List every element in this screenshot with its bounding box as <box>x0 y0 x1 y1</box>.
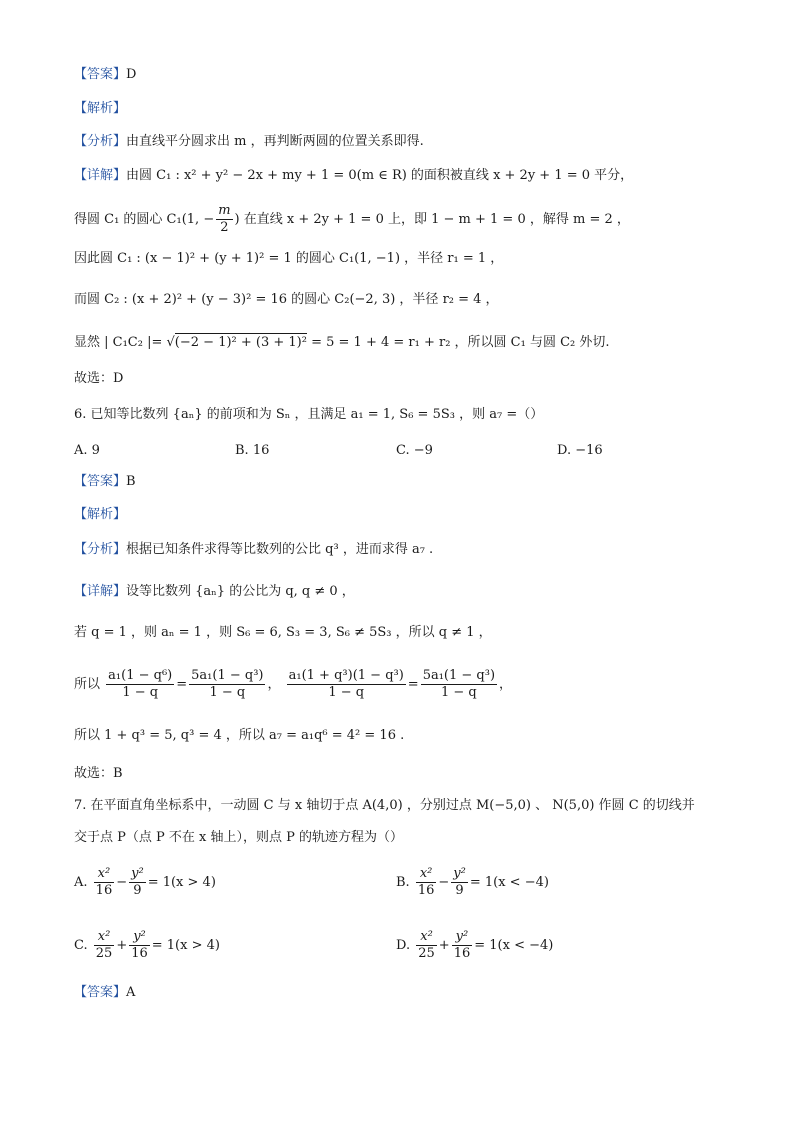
fenxi-tag: 【分析】 <box>74 542 127 557</box>
fraction-denominator: 16 <box>95 883 113 898</box>
detail-text: 显然 | C₁C₂ |= √ <box>74 335 175 350</box>
fraction-numerator: a₁(1 + q³)(1 − q³) <box>288 668 404 683</box>
q6-answer-line <box>74 473 136 491</box>
fraction <box>216 203 232 236</box>
option-condition: = 1(x > 4) <box>151 938 220 953</box>
detail-text: 设等比数列 {aₙ} 的公比为 q, q ≠ 0 ， <box>126 584 355 599</box>
fraction-numerator: y² <box>453 866 466 881</box>
answer-tag: 【答案】 <box>74 67 127 82</box>
fraction <box>452 929 473 962</box>
answer-tag: 【答案】 <box>74 474 127 489</box>
fraction <box>94 929 115 962</box>
fenxi-text: 由直线平分圆求出 m ，再判断两圆的位置关系即得. <box>126 134 424 149</box>
fraction-denominator: 16 <box>453 946 471 961</box>
q6-option-d: D. −16 <box>557 443 603 458</box>
q6-analysis-tag <box>74 506 126 524</box>
fraction <box>416 929 437 962</box>
fraction-numerator: m <box>218 203 231 218</box>
option-label: B. <box>396 875 410 890</box>
option-label: A. <box>74 875 88 890</box>
fraction-numerator: a₁(1 − q⁶) <box>108 668 173 683</box>
detail-text: ) 在直线 x + 2y + 1 = 0 上，即 1 − m + 1 = 0 ，解得 m = 2 ， <box>234 212 630 227</box>
fraction-denominator: 9 <box>455 883 464 898</box>
q7-stem-line-1: 7. 在平面直角坐标系中，一动圆 C 与 x 轴切于点 A(4,0) ，分别过点 M(−5,0) 、 N(5,0) 作圆 C 的切线并 <box>74 798 695 813</box>
q6-conclusion: 故选：B <box>74 766 123 781</box>
option-condition: = 1(x < −4) <box>474 938 554 953</box>
answer-tag: 【答案】 <box>74 985 127 1000</box>
fraction <box>189 668 265 701</box>
q6-option-b: B. 16 <box>235 443 270 458</box>
q6-fenxi-line <box>74 541 433 559</box>
fraction <box>416 866 437 899</box>
fraction-numerator: x² <box>416 929 437 946</box>
q5-detail-line-1 <box>74 167 633 185</box>
fraction-denominator: 1 − q <box>441 685 477 700</box>
fraction-numerator: 5a₁(1 − q³) <box>422 668 496 683</box>
q6-detail-line-4: 所以 1 + q³ = 5, q³ = 4 ，所以 a₇ = a₁q⁶ = 4² = 16 . <box>74 728 405 743</box>
fenxi-tag: 【分析】 <box>74 134 127 149</box>
detail-text: 由圆 C₁ : x² + y² − 2x + my + 1 = 0(m ∈ R) 的面积被直线 x + 2y + 1 = 0 平分， <box>126 168 634 183</box>
q5-conclusion: 故选：D <box>74 371 124 386</box>
q7-stem-line-2: 交于点 P（点 P 不在 x 轴上），则点 P 的轨迹方程为（） <box>74 830 403 845</box>
q5-detail-line-4: 而圆 C₂ : (x + 2)² + (y − 3)² = 16 的圆心 C₂(−2, 3) ，半径 r₂ = 4 ， <box>74 292 499 307</box>
fraction-numerator: x² <box>416 866 437 883</box>
fraction <box>451 866 468 899</box>
q7-option-c <box>74 929 220 962</box>
fraction-denominator: 25 <box>418 946 435 961</box>
answer-value: D <box>126 67 137 82</box>
fraction-numerator: 5a₁(1 − q³) <box>191 668 264 683</box>
fenxi-text: 根据已知条件求得等比数列的公比 q³ ，进而求得 a₇ . <box>126 542 434 557</box>
q6-detail-line-1 <box>74 583 355 601</box>
detail-text: = 5 = 1 + 4 = r₁ + r₂ ，所以圆 C₁ 与圆 C₂ 外切. <box>306 335 610 350</box>
q5-fenxi-line <box>74 133 424 151</box>
q5-detail-line-5 <box>74 334 610 352</box>
detail-text: 所以 <box>74 677 101 692</box>
q5-analysis-tag <box>74 100 126 118</box>
fraction-denominator: 16 <box>131 946 148 961</box>
q6-detail-line-2: 若 q = 1 ，则 aₙ = 1 ，则 S₆ = 6, S₃ = 3, S₆ ≠ 5S₃ ，所以 q ≠ 1 ， <box>74 625 492 640</box>
option-condition: = 1(x > 4) <box>147 875 216 890</box>
q6-option-c: C. −9 <box>396 443 433 458</box>
answer-value: A <box>126 985 136 1000</box>
q7-option-a <box>74 866 216 899</box>
analysis-tag: 【解析】 <box>74 101 127 116</box>
q7-option-b <box>396 866 549 899</box>
operator: + <box>438 938 450 953</box>
q5-detail-line-2 <box>74 203 630 236</box>
xiangjie-tag: 【详解】 <box>74 168 127 183</box>
radicand: (−2 − 1)² + (3 + 1)² <box>174 335 307 350</box>
fraction <box>421 668 497 701</box>
option-label: D. <box>396 938 411 953</box>
option-label: C. <box>74 938 88 953</box>
operator: − <box>438 875 450 890</box>
q6-detail-line-3: 所以 $\frac{\text{a₁(1 − q⁶)}}{1 - q}$ = $\frac{\text{5a₁(1 − q³)}}{1 - q}$ ， $\frac{\text{a₁(1 + q³)(1 − q³)}}{1 - q}$ = $\frac{\text{5a₁(1 − q³)}}{1 - q}$ ， <box>74 668 513 700</box>
fraction <box>129 929 150 962</box>
operator: + <box>116 938 128 953</box>
fraction <box>287 668 406 701</box>
fraction-denominator: 1 − q <box>328 685 365 700</box>
fraction <box>129 866 146 899</box>
fraction-denominator: 2 <box>220 220 229 235</box>
q7-option-d <box>396 929 553 962</box>
q7-answer-line <box>74 984 135 1002</box>
fraction-denominator: 9 <box>133 883 142 898</box>
q6-option-a: A. 9 <box>74 443 100 458</box>
fraction-numerator: x² <box>94 866 115 883</box>
analysis-tag: 【解析】 <box>74 507 127 522</box>
xiangjie-tag: 【详解】 <box>74 584 127 599</box>
fraction-numerator: y² <box>131 866 144 881</box>
fraction-numerator: y² <box>129 929 150 946</box>
fraction-denominator: 1 − q <box>122 685 159 700</box>
detail-text: 得圆 C₁ 的圆心 C₁(1, − <box>74 212 215 227</box>
fraction-denominator: 1 − q <box>209 685 246 700</box>
option-condition: = 1(x < −4) <box>469 875 549 890</box>
answer-value: B <box>126 474 136 489</box>
q6-stem: 6. 已知等比数列 {aₙ} 的前项和为 Sₙ ，且满足 a₁ = 1, S₆ = 5S₃ ，则 a₇ =（） <box>74 407 544 422</box>
q5-answer-line <box>74 66 136 84</box>
fraction-denominator: 25 <box>95 946 113 961</box>
fraction-denominator: 16 <box>417 883 435 898</box>
fraction <box>106 668 174 701</box>
fraction-numerator: x² <box>94 929 115 946</box>
q5-detail-line-3: 因此圆 C₁ : (x − 1)² + (y + 1)² = 1 的圆心 C₁(1, −1) ，半径 r₁ = 1 ， <box>74 251 504 266</box>
operator: − <box>116 875 128 890</box>
fraction-numerator: y² <box>452 929 473 946</box>
fraction <box>94 866 115 899</box>
